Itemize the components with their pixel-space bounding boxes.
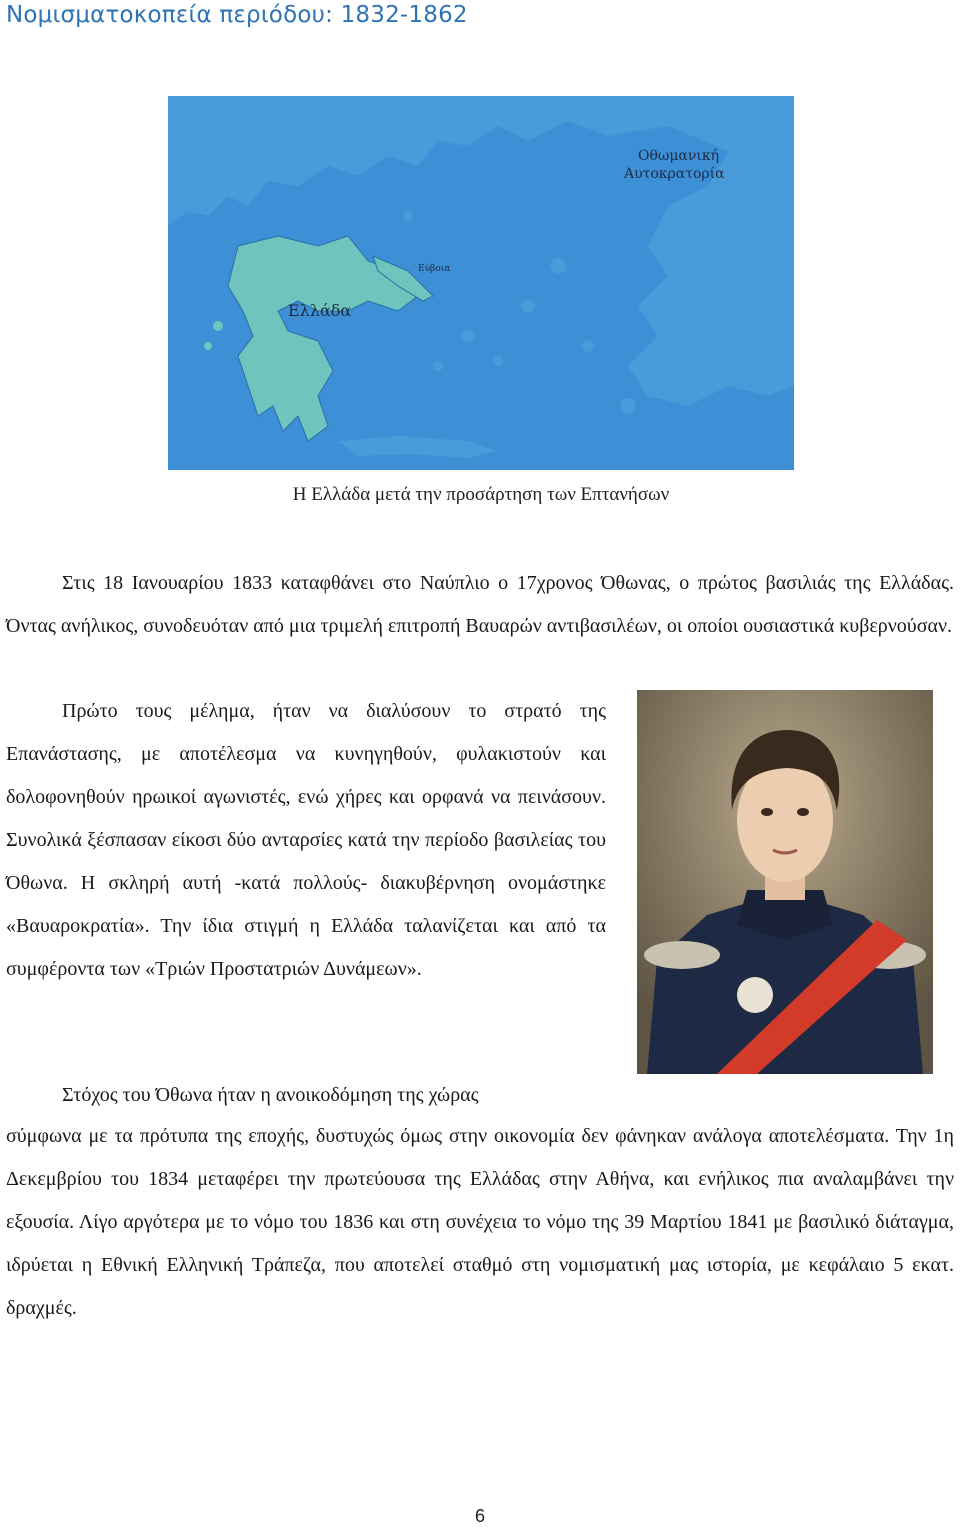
portrait-epaulette-left — [644, 941, 720, 969]
portrait-image — [637, 690, 933, 1074]
paragraph-1: Στις 18 Ιανουαρίου 1833 καταφθάνει στο Ναύπλιο ο 17χρονος Όθωνας, ο πρώτος βασιλιάς της Ελλάδας. Όντας ανήλικος, συνοδευόταν από μια τριμελή επιτροπή Βαυαρών αντιβασιλέων, οι οποίοι ουσιαστικά κυβερνούσαν. — [6, 572, 954, 637]
map-label-evia: Εύβοια — [418, 264, 451, 274]
map-island — [550, 258, 566, 274]
map-caption: Η Ελλάδα μετά την προσάρτηση των Επτανήσων — [292, 484, 670, 505]
page-number: 6 — [474, 1506, 485, 1526]
paragraph-3-rest: σύμφωνα με τα πρότυπα της εποχής, δυστυχώς όμως στην οικονομία δεν φάνηκαν ανάλογα αποτελέσματα. Την 1η Δεκεμβρίου του 1834 μεταφέρει την πρωτεύουσα της Ελλάδας στην Αθήνα, και ενήλικος πια αναλαμβάνει την εξουσία. Λίγο αργότερα με το νόμο του 1836 και στη συνέχεια το νόμο της 39 Μαρτίου 1841 με βασιλικό διάταγμα, ιδρύεται η Εθνική Ελληνική Τράπεζα, που αποτελεί σταθμό στη νομισματική μας ιστορία, με κεφάλαιο 5 εκατ. δραχμές. — [6, 1125, 954, 1319]
map-label-ellada: Ελλάδα — [288, 301, 352, 320]
map-island — [521, 299, 535, 313]
paragraph-2: Πρώτο τους μέλημα, ήταν να διαλύσουν το στρατό της Επανάστασης, με αποτέλεσμα να κυνηγηθούν, φυλακιστούν και δολοφονηθούν ηρωικοί αγωνιστές, ενώ χήρες και ορφανά να πεινάσουν. Συνολικά ξέσπασαν είκοσι δύο ανταρσίες κατά την περίοδο βασιλείας του Όθωνα. Η σκληρή αυτή -κατά πολλούς- διακυβέρνηση ονομάστηκε «Βαυαροκρατία». Την ίδια στιγμή η Ελλάδα ταλανίζεται και από τα συμφέροντα των «Τριών Προστατριών Δυνάμεων». — [6, 700, 606, 980]
map-island — [403, 211, 413, 221]
portrait-star — [737, 977, 773, 1013]
portrait-eye-right — [797, 808, 809, 816]
map-island — [462, 330, 474, 342]
map-label-ottoman: Οθωμανική — [638, 148, 720, 164]
paragraph-3-start: Στόχος του Όθωνα ήταν η ανοικοδόμηση της χώρας — [62, 1084, 479, 1106]
map-island — [620, 398, 636, 414]
map-island — [433, 361, 443, 371]
portrait-svg — [637, 690, 933, 1074]
map-island — [213, 321, 223, 331]
map-label-empire: Αυτοκρατορία — [624, 166, 725, 182]
page-title: Νομισματοκοπεία περιόδου: 1832-1862 — [6, 2, 468, 28]
map-island — [204, 342, 212, 350]
portrait-eye-left — [761, 808, 773, 816]
map-image — [168, 96, 794, 470]
map-island — [493, 356, 503, 366]
map-island — [582, 340, 594, 352]
